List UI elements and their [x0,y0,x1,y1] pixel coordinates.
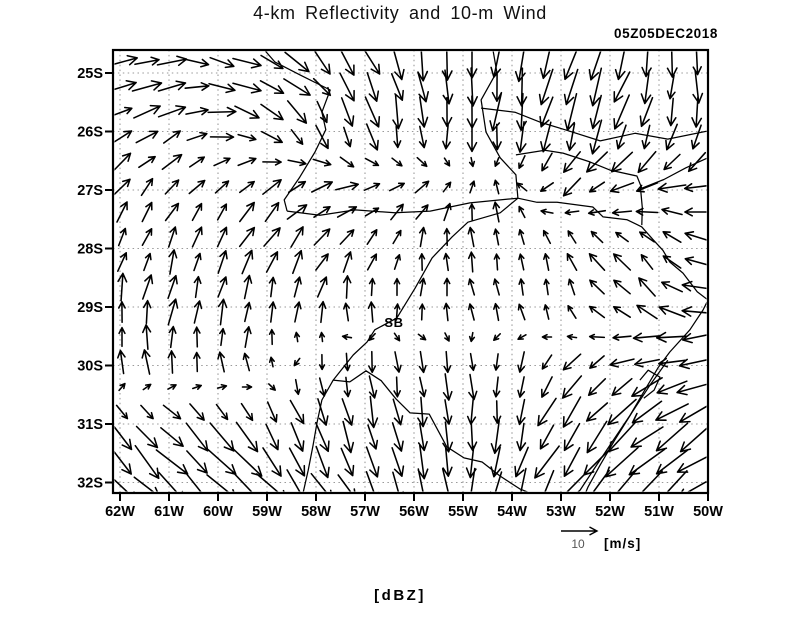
lat-tick-label: 29S [77,300,103,316]
lat-tick-label: 28S [77,241,103,258]
station-label: SB [384,315,404,331]
lon-tick-label: 53W [546,504,576,520]
lat-tick-label: 30S [77,358,103,375]
valid-time-label: 05Z05DEC2018 [613,26,718,41]
lon-tick-label: 57W [350,504,380,520]
lat-axis-labels [77,66,103,492]
uruguay-river-sw [303,198,518,494]
quarai-river [333,371,533,494]
lagoa-dos-patos-shore [585,360,668,494]
wind-scale-arrow-icon [561,527,597,535]
wind-scale-legend [561,527,641,551]
lon-tick-label: 60W [203,504,233,520]
lon-tick-label: 52W [595,504,625,520]
lon-tick-label: 58W [301,504,331,520]
wind-vector-arrows [107,43,717,506]
lon-tick-label: 51W [644,504,674,520]
lat-tick-label: 31S [77,417,103,433]
lon-tick-label: 55W [448,504,478,520]
figure-title: 4-km Reflectivity and 10-m Wind [253,3,547,23]
lat-tick-label: 32S [77,475,103,492]
lon-tick-label: 50W [693,504,723,520]
lon-tick-label: 59W [252,504,282,520]
wind-scale-units: [m/s] [604,536,642,551]
lon-tick-label: 54W [497,504,527,520]
serra-branch [640,187,642,225]
wind-scale-value: 10 [571,537,585,551]
lon-tick-label: 56W [399,504,429,520]
lat-tick-label: 25S [77,66,103,82]
lon-tick-label: 61W [154,504,184,520]
latlon-gridlines [113,50,708,493]
lat-tick-label: 27S [77,183,103,199]
plot-frame [113,50,708,493]
lon-tick-label: 62W [105,504,135,520]
lon-axis-labels [105,504,723,520]
reflectivity-units-label: [dBZ] [374,587,426,604]
lat-tick-label: 26S [77,124,103,141]
map-rivers-coastline [264,50,708,495]
